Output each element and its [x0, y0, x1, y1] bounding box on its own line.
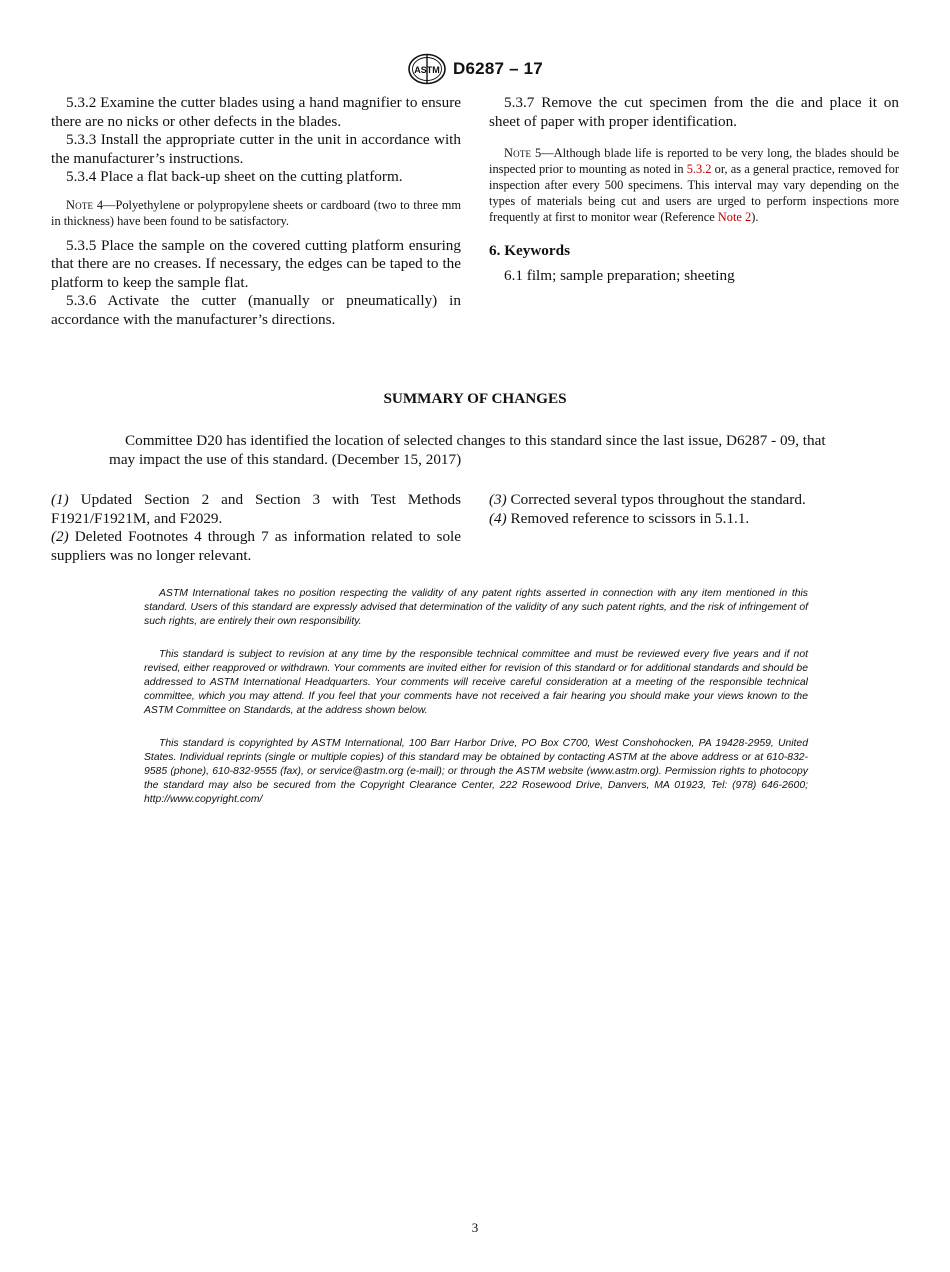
note-4 [51, 197, 461, 229]
page-header [0, 52, 950, 86]
note-4-label: Note [66, 197, 94, 212]
section-6-heading: 6. Keywords [489, 242, 570, 259]
change-text: Corrected several typos throughout the standard. [506, 491, 806, 508]
link-note-2[interactable]: Note 2 [717, 210, 752, 224]
paragraph-5-3-6: 5.3.6 Activate the cutter (manually or pneumatically) in accordance with the manufacturer’s directions. [51, 292, 461, 328]
change-number: (1) [51, 491, 69, 508]
astm-logo-icon [407, 53, 447, 85]
page-number: 3 [471, 1220, 479, 1235]
changes-left-column [51, 491, 461, 565]
note-5-text-c: ). [751, 210, 759, 224]
note-5-text-a: 5—Although blade life is reported to be very long, the blades should be inspected prior to mounting as noted in [489, 146, 899, 176]
change-text: Updated Section 2 and Section 3 with Test Methods F1921/F1921M, and F2029. [51, 491, 461, 527]
summary-intro: Committee D20 has identified the location of selected changes to this standard since the last issue, D6287 - 09, that may impact the use of this standard. (December 15, 2017) [109, 432, 826, 468]
change-number: (4) [489, 509, 507, 527]
paragraph-6-1: 6.1 film; sample preparation; sheeting [504, 266, 735, 284]
paragraph-5-3-4: 5.3.4 Place a flat back-up sheet on the cutting platform. [66, 168, 403, 185]
document-designation: D6287 – 17 [453, 59, 543, 78]
change-item [489, 510, 899, 529]
changes-right-column [489, 491, 899, 528]
note-4-text: 4—Polyethylene or polypropylene sheets or cardboard (two to three mm in thickness) have been found to be satisfactory. [51, 197, 461, 228]
link-5-3-2[interactable]: 5.3.2 [686, 162, 712, 176]
paragraph-5-3-3: 5.3.3 Install the appropriate cutter in the unit in accordance with the manufacturer’s instructions. [51, 131, 461, 167]
paragraph-5-3-2: 5.3.2 Examine the cutter blades using a hand magnifier to ensure there are no nicks or other defects in the blades. [51, 94, 461, 130]
paragraph-5-3-5: 5.3.5 Place the sample on the covered cutting platform ensuring that there are no creases. If necessary, the edges can be taped to the platform to keep the sample flat. [51, 236, 461, 291]
revision-disclaimer: This standard is subject to revision at any time by the responsible technical committee and must be reviewed every five years and if not revised, either reapproved or withdrawn. Your comments are invited either for revision of this standard or for additional standards and should be addressed to ASTM International Headquarters. Your comments will receive careful consideration at a meeting of the responsible technical committee, which you may attend. If you feel that your comments have not received a fair hearing you should make your views known to the ASTM Committee on Standards, at the address shown below. [144, 649, 808, 716]
paragraph-5-3-7: 5.3.7 Remove the cut specimen from the die and place it on sheet of paper with proper identification. [489, 94, 899, 130]
change-number: (3) [489, 491, 507, 508]
svg-text:ASTM: ASTM [414, 65, 440, 75]
change-number: (2) [51, 528, 69, 545]
change-item [489, 491, 899, 510]
right-column [489, 94, 899, 285]
change-item [51, 528, 461, 565]
change-text: Removed reference to scissors in 5.1.1. [506, 509, 750, 527]
patent-disclaimer: ASTM International takes no position respecting the validity of any patent rights asserted in connection with any item mentioned in this standard. Users of this standard are expressly advised that determination of the validity of any such patent rights, and the risk of infringement of such rights, are entirely their own responsibility. [144, 588, 808, 627]
note-5-text-b: or, as a general practice, removed for inspection after every 500 specimens. This interval may vary depending on the types of materials being cut and users are urged to perform inspections more frequently at first to monitor wear (Reference [489, 162, 899, 224]
copyright-notice: This standard is copyrighted by ASTM International, 100 Barr Harbor Drive, PO Box C700, West Conshohocken, PA 19428-2959, United States. Individual reprints (single or multiple copies) of this standard may be obtained by contacting ASTM at the above address or at 610-832-9585 (phone), 610-832-9555 (fax), or service@astm.org (e-mail); or through the ASTM website (www.astm.org). Permission rights to photocopy the standard may also be secured from the Copyright Clearance Center, 222 Rosewood Drive, Danvers, MA 01923, Tel: (978) 646-2600; http://www.copyright.com/ [144, 738, 808, 805]
note-5-label: Note [504, 146, 532, 160]
change-item [51, 491, 461, 528]
change-text: Deleted Footnotes 4 through 7 as information related to sole suppliers was no longer relevant. [51, 528, 461, 564]
left-column [51, 94, 461, 329]
summary-title: SUMMARY OF CHANGES [383, 390, 567, 407]
note-5 [489, 145, 899, 225]
